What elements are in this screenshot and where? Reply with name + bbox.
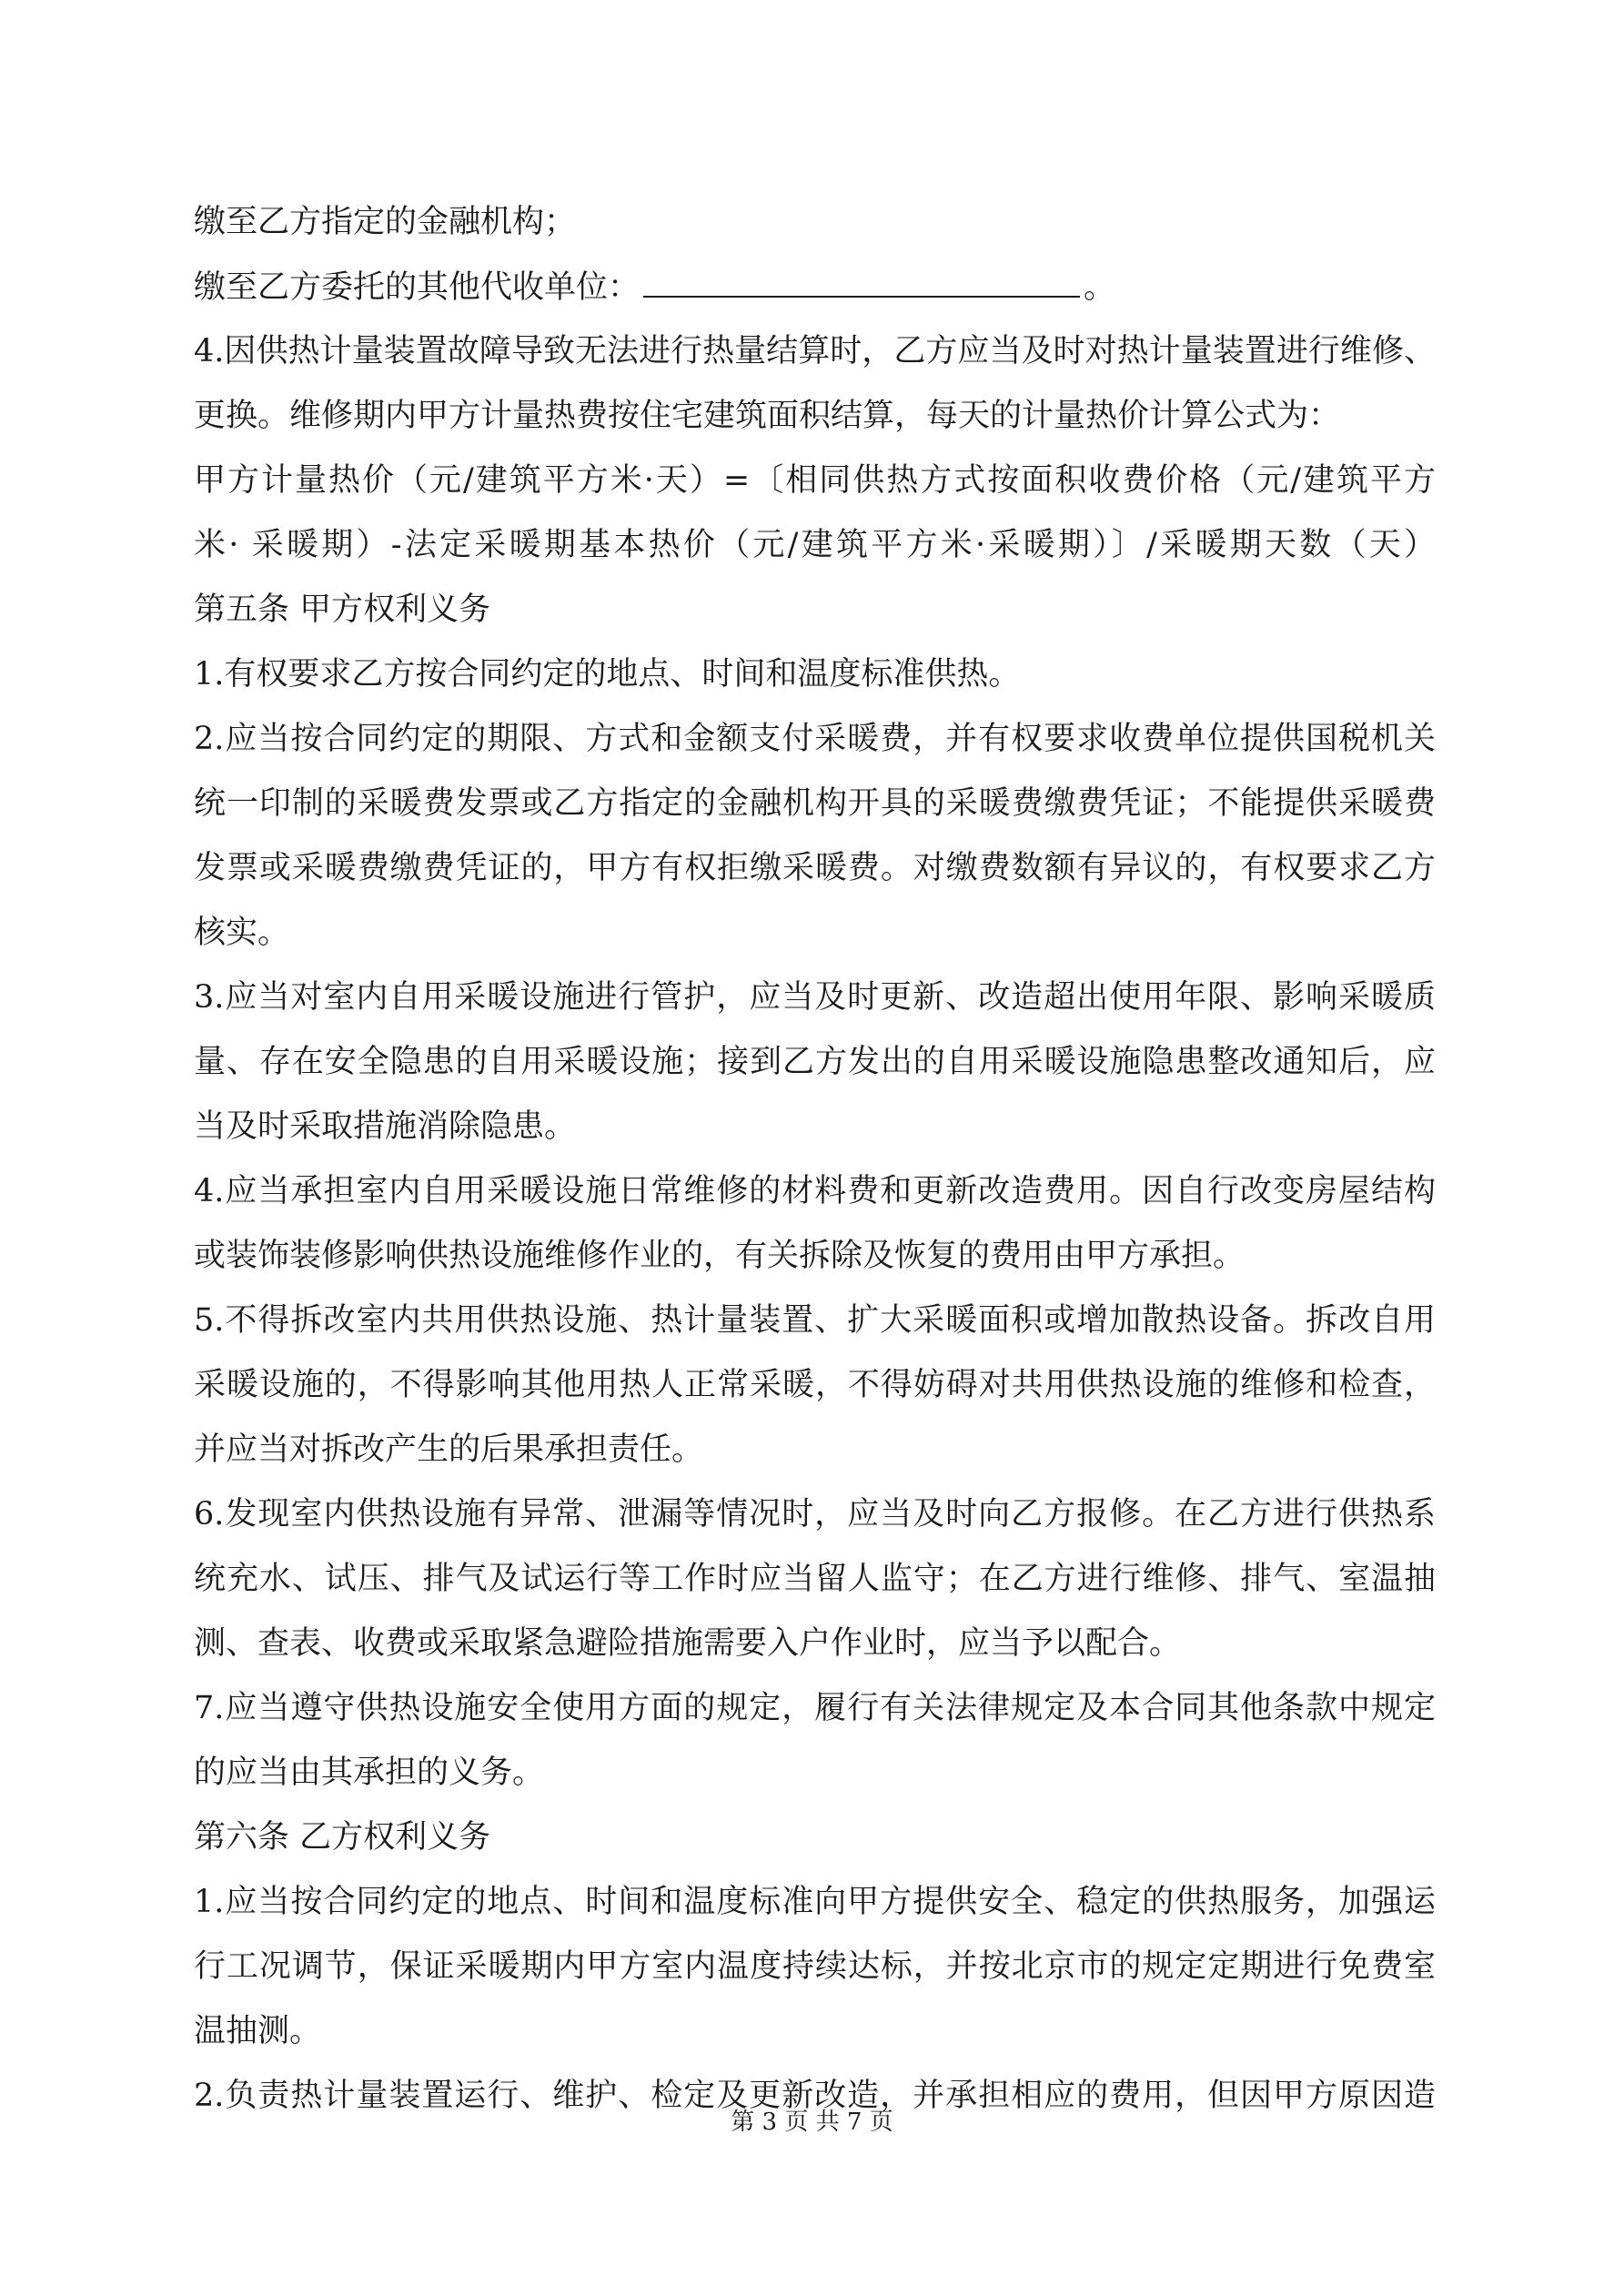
text-line: 更换。维修期内甲方计量热费按住宅建筑面积结算，每天的计量热价计算公式为： bbox=[194, 398, 1341, 434]
text-line: 核实。 bbox=[194, 915, 290, 951]
text-line: 缴至乙方指定的金融机构； bbox=[194, 204, 577, 240]
text-line: 2.负责热计量装置运行、维护、检定及更新改造，并承担相应的费用，但因甲方原因造 bbox=[194, 2078, 1436, 2114]
text-line: 7.应当遵守供热设施安全使用方面的规定，履行有关法律规定及本合同其他条款中规定 bbox=[194, 1690, 1436, 1726]
text-line: 并应当对拆改产生的后果承担责任。 bbox=[194, 1431, 704, 1468]
line-text-after: 。 bbox=[1084, 269, 1116, 306]
text-line bbox=[194, 267, 1436, 307]
text-line: 的应当由其承担的义务。 bbox=[194, 1755, 545, 1791]
text-line: 第五条 甲方权利义务 bbox=[194, 592, 491, 628]
text-line: 4.因供热计量装置故障导致无法进行热量结算时，乙方应当及时对热计量装置进行维修、 bbox=[194, 333, 1436, 369]
text-line: 米· 采暖期）-法定采暖期基本热价（元/建筑平方米·采暖期）〕/采暖期天数（天） bbox=[194, 527, 1436, 563]
text-line: 温抽测。 bbox=[194, 2013, 322, 2049]
text-line: 4.应当承担室内自用采暖设施日常维修的材料费和更新改造费用。因自行改变房屋结构 bbox=[194, 1173, 1436, 1209]
text-line: 6.发现室内供热设施有异常、泄漏等情况时，应当及时向乙方报修。在乙方进行供热系 bbox=[194, 1496, 1436, 1532]
line-text-before: 缴至乙方委托的其他代收单位： bbox=[194, 269, 641, 306]
text-line: 行工况调节，保证采暖期内甲方室内温度持续达标，并按北京市的规定定期进行免费室 bbox=[194, 1948, 1436, 1985]
text-line: 测、查表、收费或采取紧急避险措施需要入户作业时，应当予以配合。 bbox=[194, 1625, 1182, 1662]
text-line: 量、存在安全隐患的自用采暖设施；接到乙方发出的自用采暖设施隐患整改通知后，应 bbox=[194, 1044, 1436, 1080]
text-line: 5.不得拆改室内共用供热设施、热计量装置、扩大采暖面积或增加散热设备。拆改自用 bbox=[194, 1302, 1436, 1339]
page-number-footer: 第 3 页 共 7 页 bbox=[731, 2109, 893, 2136]
text-line: 甲方计量热价（元/建筑平方米·天）=〔相同供热方式按面积收费价格（元/建筑平方 bbox=[194, 462, 1436, 499]
contract-body bbox=[194, 202, 1436, 2140]
text-line: 或装饰装修影响供热设施维修作业的，有关拆除及恢复的费用由甲方承担。 bbox=[194, 1238, 1246, 1274]
text-line: 第六条 乙方权利义务 bbox=[194, 1819, 491, 1856]
text-line: 发票或采暖费缴费凭证的，甲方有权拒缴采暖费。对缴费数额有异议的，有权要求乙方 bbox=[194, 850, 1436, 886]
text-line: 1.有权要求乙方按合同约定的地点、时间和温度标准供热。 bbox=[194, 656, 1021, 693]
text-line: 采暖设施的，不得影响其他用热人正常采暖，不得妨碍对共用供热设施的维修和检查， bbox=[194, 1367, 1436, 1403]
fill-in-blank-field[interactable] bbox=[643, 267, 1080, 298]
text-line: 3.应当对室内自用采暖设施进行管护，应当及时更新、改造超出使用年限、影响采暖质 bbox=[194, 979, 1436, 1016]
text-line: 1.应当按合同约定的地点、时间和温度标准向甲方提供安全、稳定的供热服务，加强运 bbox=[194, 1884, 1436, 1920]
text-line: 统一印制的采暖费发票或乙方指定的金融机构开具的采暖费缴费凭证；不能提供采暖费 bbox=[194, 785, 1436, 822]
text-line: 当及时采取措施消除隐患。 bbox=[194, 1108, 577, 1145]
text-line: 2.应当按合同约定的期限、方式和金额支付采暖费，并有权要求收费单位提供国税机关 bbox=[194, 721, 1436, 757]
text-line: 统充水、试压、排气及试运行等工作时应当留人监守；在乙方进行维修、排气、室温抽 bbox=[194, 1561, 1436, 1597]
